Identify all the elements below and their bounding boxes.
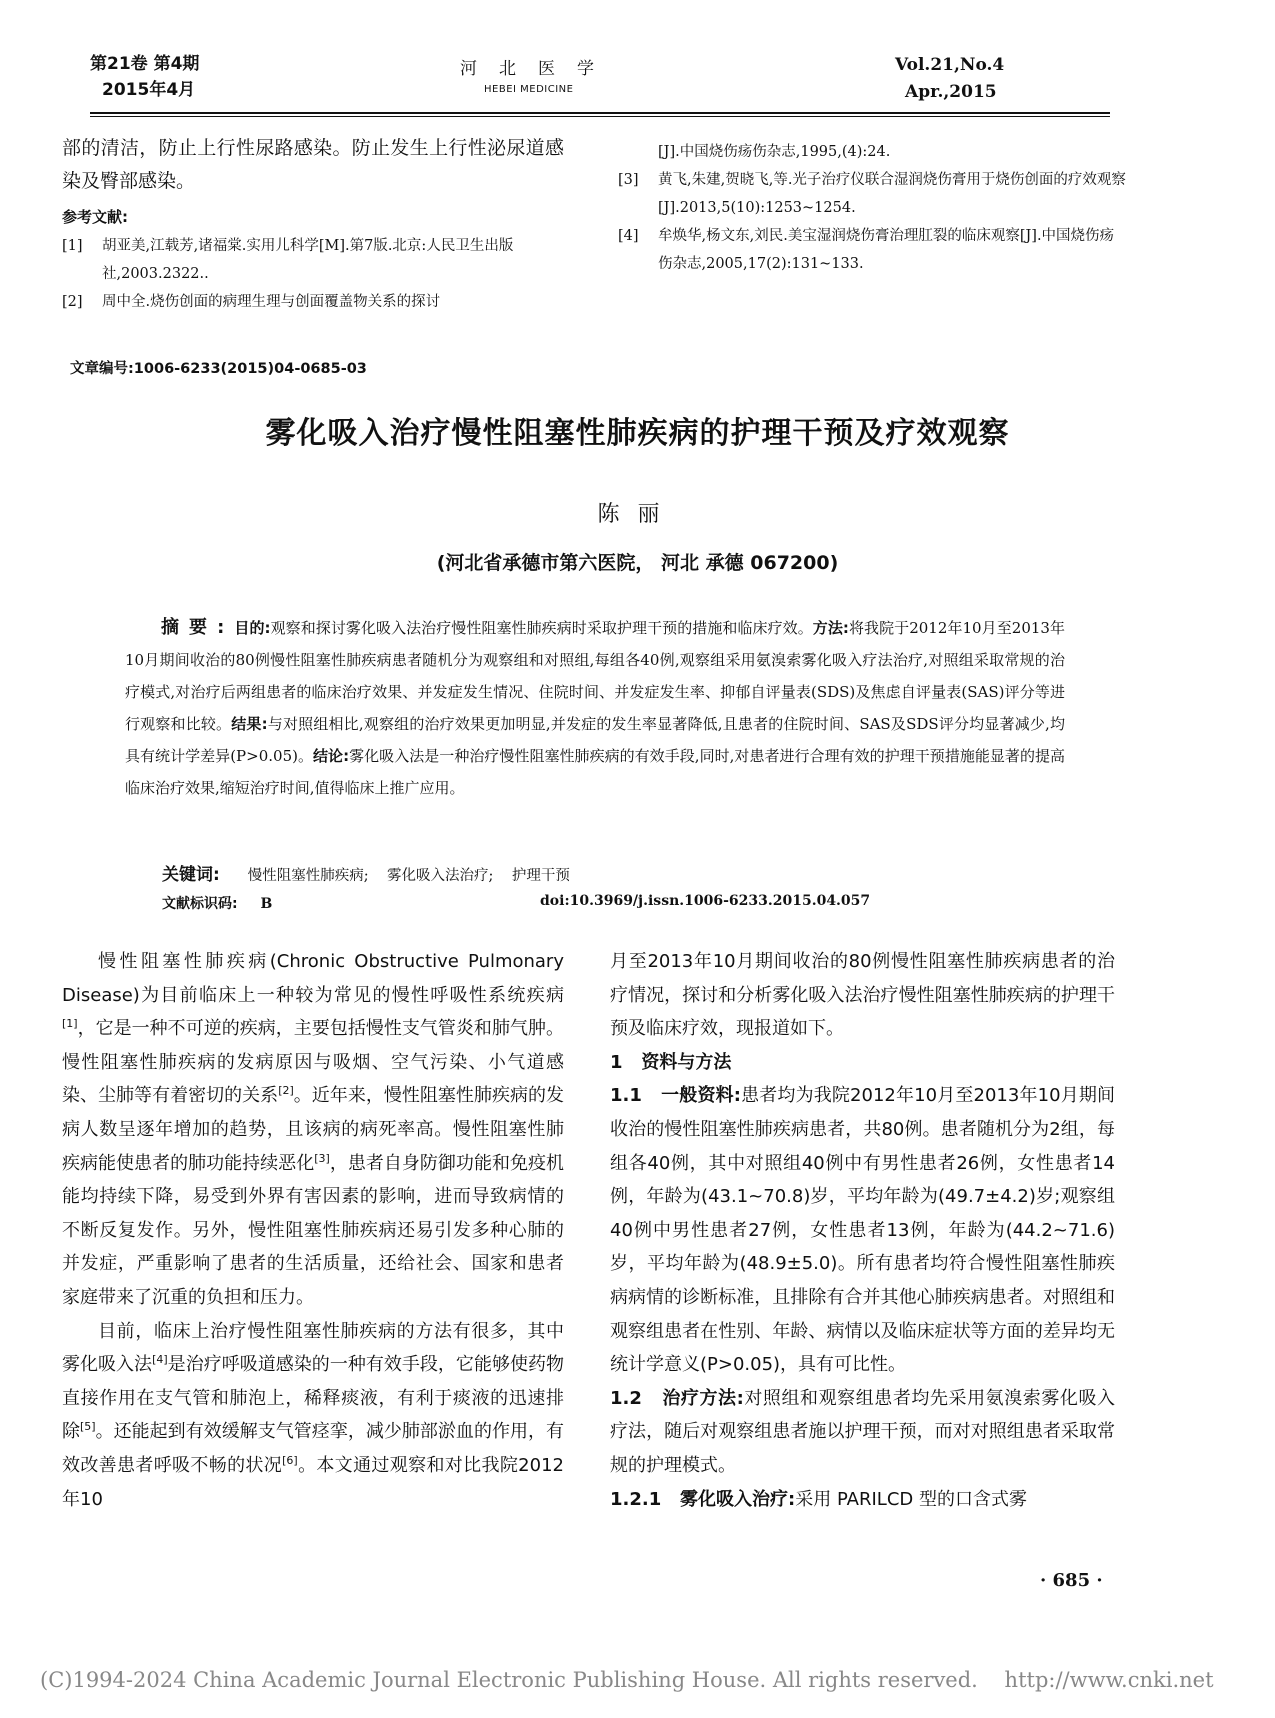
doi: doi:10.3969/j.issn.1006-6233.2015.04.057 [540,893,871,909]
abstract-conclusion: 雾化吸入法是一种治疗慢性阻塞性肺疾病的有效手段,同时,对患者进行合理有效的护理干预措施能显著的提高临床治疗效果,缩短治疗时间,值得临床上推广应用。 [125,747,1066,797]
volume-issue: 第21卷 第4期 [90,54,200,74]
section-heading-1: 1 资料与方法 [610,1051,732,1073]
citation-4: [4] [152,1353,168,1367]
intro-text: 慢性阻塞性肺疾病(Chronic Obstructive Pulmonary Disease)为目前临床上一种较为常见的慢性呼吸性系统疾病 [62,951,564,1006]
references-left [62,232,570,316]
keywords: 慢性阻塞性肺疾病; 雾化吸入法治疗; 护理干预 [247,868,570,884]
abstract-method: 将我院于2012年10月至2013年10月期间收治的80例慢性阻塞性肺疾病患者随机分为观察组和对照组,每组各40例,观察组采用氨溴索雾化吸入疗法治疗,对照组采取常规的治疗模式,对治疗后两组患者的临床治疗效果、并发症发生情况、住院时间、并发症发生率、抑郁自评量表(SDS)及焦虑自评量表(SAS)评分等进行观察和比较。 [125,619,1066,733]
abstract-purpose: 观察和探讨雾化吸入法治疗慢性阻塞性肺疾病时采取护理干预的措施和临床疗效。 [270,619,813,637]
abstract-label: 摘要: [161,617,235,638]
intro-paragraph-2 [62,1315,564,1517]
intro-text: ，它是一种不可逆的疾病，主要包括慢性支气管炎和肺气肿。慢性阻塞性肺疾病的发病原因与吸烟、空气污染、小气道感染、尘肺等有着密切的关系 [62,1018,564,1107]
abstract [125,612,1065,804]
abstract-method-label: 方法: [812,619,849,637]
author: 陈丽 [597,502,678,527]
keywords-label: 关键词: [162,865,220,885]
document-code: B [260,896,273,912]
reference-text: 周中全.烧伤创面的病理生理与创面覆盖物关系的探讨 [102,294,441,310]
journal-name-en: HEBEI MEDICINE [484,84,574,95]
reference-text: 黄飞,朱建,贺晓飞,等.光子治疗仪联合湿润烧伤膏用于烧伤创面的疗效观察[J].2013,5(10):1253~1254. [658,172,1126,216]
section-1-2-1-text: 采用 PARILCD 型的口含式雾 [795,1488,1027,1510]
citation-3: [3] [314,1151,330,1165]
article-number: 文章编号:1006-6233(2015)04-0685-03 [70,361,367,377]
section-heading-1-1: 1.1 一般资料: [610,1085,741,1107]
document-code-line [162,893,272,913]
article-title: 雾化吸入治疗慢性阻塞性肺疾病的护理干预及疗效观察 [265,416,1010,451]
reference-item [618,138,1128,166]
body-right-column [610,945,1115,1516]
reference-text: [J].中国烧伤疡伤杂志,1995,(4):24. [658,144,891,160]
citation-5: [5] [80,1420,96,1434]
reference-number: [1] [62,238,83,254]
abstract-conclusion-label: 结论: [313,747,350,765]
reference-item [618,222,1128,278]
reference-text: 牟焕华,杨文东,刘民.美宝湿润烧伤膏治理肛裂的临床观察[J].中国烧伤疡伤杂志,2005,17(2):131~133. [658,228,1115,272]
reference-item [62,232,570,288]
intro-text: 。近年来，慢性阻塞性肺疾病的发病人数呈逐年增加的趋势，且该病的病死率高。慢性阻塞性肺疾病能使患者的肺功能持续恶化 [62,1085,565,1174]
issue-date: 2015年4月 [102,80,196,100]
intro-continuation: 月至2013年10月期间收治的80例慢性阻塞性肺疾病患者的治疗情况，探讨和分析雾化吸入法治疗慢性阻塞性肺疾病的护理干预及临床疗效，现报道如下。 [610,951,1115,1040]
section-1-2 [610,1382,1115,1483]
abstract-result: 与对照组相比,观察组的治疗效果更加明显,并发症的发生率显著降低,且患者的住院时间、SAS及SDS评分均显著减少,均具有统计学差异(P>0.05)。 [125,715,1065,765]
section-1-2-text: 对照组和观察组患者均先采用氨溴索雾化吸入疗法，随后对观察组患者施以护理干预，而对对照组患者采取常规的护理模式。 [610,1387,1116,1476]
intro-text: 是治疗呼吸道感染的一种有效手段，它能够使药物直接作用在支气管和肺泡上，稀释痰液，有利于痰液的迅速排除 [62,1354,565,1443]
section-1-2-1 [610,1483,1115,1517]
reference-item [62,288,570,316]
keywords-line [162,860,570,885]
header-rule-thin [90,116,1110,117]
section-heading-1-2: 1.2 治疗方法: [610,1387,744,1409]
citation-6: [6] [282,1453,298,1467]
copyright-footer: (C)1994-2024 China Academic Journal Electronic Publishing House. All rights reserved. http://www.cnki.net [40,1668,1214,1692]
references-label: 参考文献: [62,208,128,226]
section-1-1-text: 患者均为我院2012年10月至2013年10月期间收治的慢性阻塞性肺疾病患者，共80例。患者随机分为2组，每组各40例，其中对照组40例中有男性患者26例，女性患者14例，年龄为(43.1~70.8)岁，平均年龄为(49.7±4.2)岁;观察组40例中男性患者27例，女性患者13例，年龄为(44.2~71.6)岁，平均年龄为(48.9±5.0)。所有患者均符合慢性阻塞性肺疾病病情的诊断标准，且排除有合并其他心肺疾病患者。对照组和观察组患者在性别、年龄、病情以及临床症状等方面的差异均无统计学意义(P>0.05)，具有可比性。 [610,1085,1115,1376]
abstract-purpose-label: 目的: [234,619,271,637]
intro-text: 目前，临床上治疗慢性阻塞性肺疾病的方法有很多，其中雾化吸入法 [62,1320,564,1376]
reference-number: [4] [618,228,639,244]
page-number: · 685 · [1040,1570,1103,1591]
issue-date-en: Apr.,2015 [905,82,997,102]
prev-article-tail: 部的清洁，防止上行性尿路感染。防止发生上行性泌尿道感染及臀部感染。 [62,137,564,192]
section-heading-1-2-1: 1.2.1 雾化吸入治疗: [610,1488,796,1510]
references-right [618,138,1128,278]
reference-item [618,166,1128,222]
intro-text: 。本文通过观察和对比我院2012年10 [62,1454,564,1510]
section-1-1 [610,1079,1115,1381]
volume-issue-en: Vol.21,No.4 [895,55,1005,75]
abstract-result-label: 结果: [231,715,268,733]
intro-text: 。还能起到有效缓解支气管痉挛，减少肺部淤血的作用，有效改善患者呼吸不畅的状况 [62,1421,564,1476]
reference-text: 胡亚美,江载芳,诸福棠.实用儿科学[M].第7版.北京:人民卫生出版社,2003.2322.. [102,238,514,282]
citation-2: [2] [278,1084,294,1098]
document-code-label: 文献标识码: [162,896,238,912]
citation-1: [1] [62,1017,78,1031]
intro-paragraph-1 [62,945,564,1315]
intro-text: ，患者自身防御功能和免疫机能均持续下降，易受到外界有害因素的影响，进而导致病情的不断反复发作。另外，慢性阻塞性肺疾病还易引发多种心肺的并发症，严重影响了患者的生活质量，还给社会、国家和患者家庭带来了沉重的负担和压力。 [62,1152,565,1308]
reference-number: [3] [618,172,639,188]
reference-number [618,138,658,166]
reference-number: [2] [62,294,83,310]
header-rule [90,112,1110,114]
body-left-column [62,945,564,1516]
journal-name-cn: 河北医学 [460,59,616,79]
affiliation: (河北省承德市第六医院， 河北 承德 067200) [436,552,839,574]
